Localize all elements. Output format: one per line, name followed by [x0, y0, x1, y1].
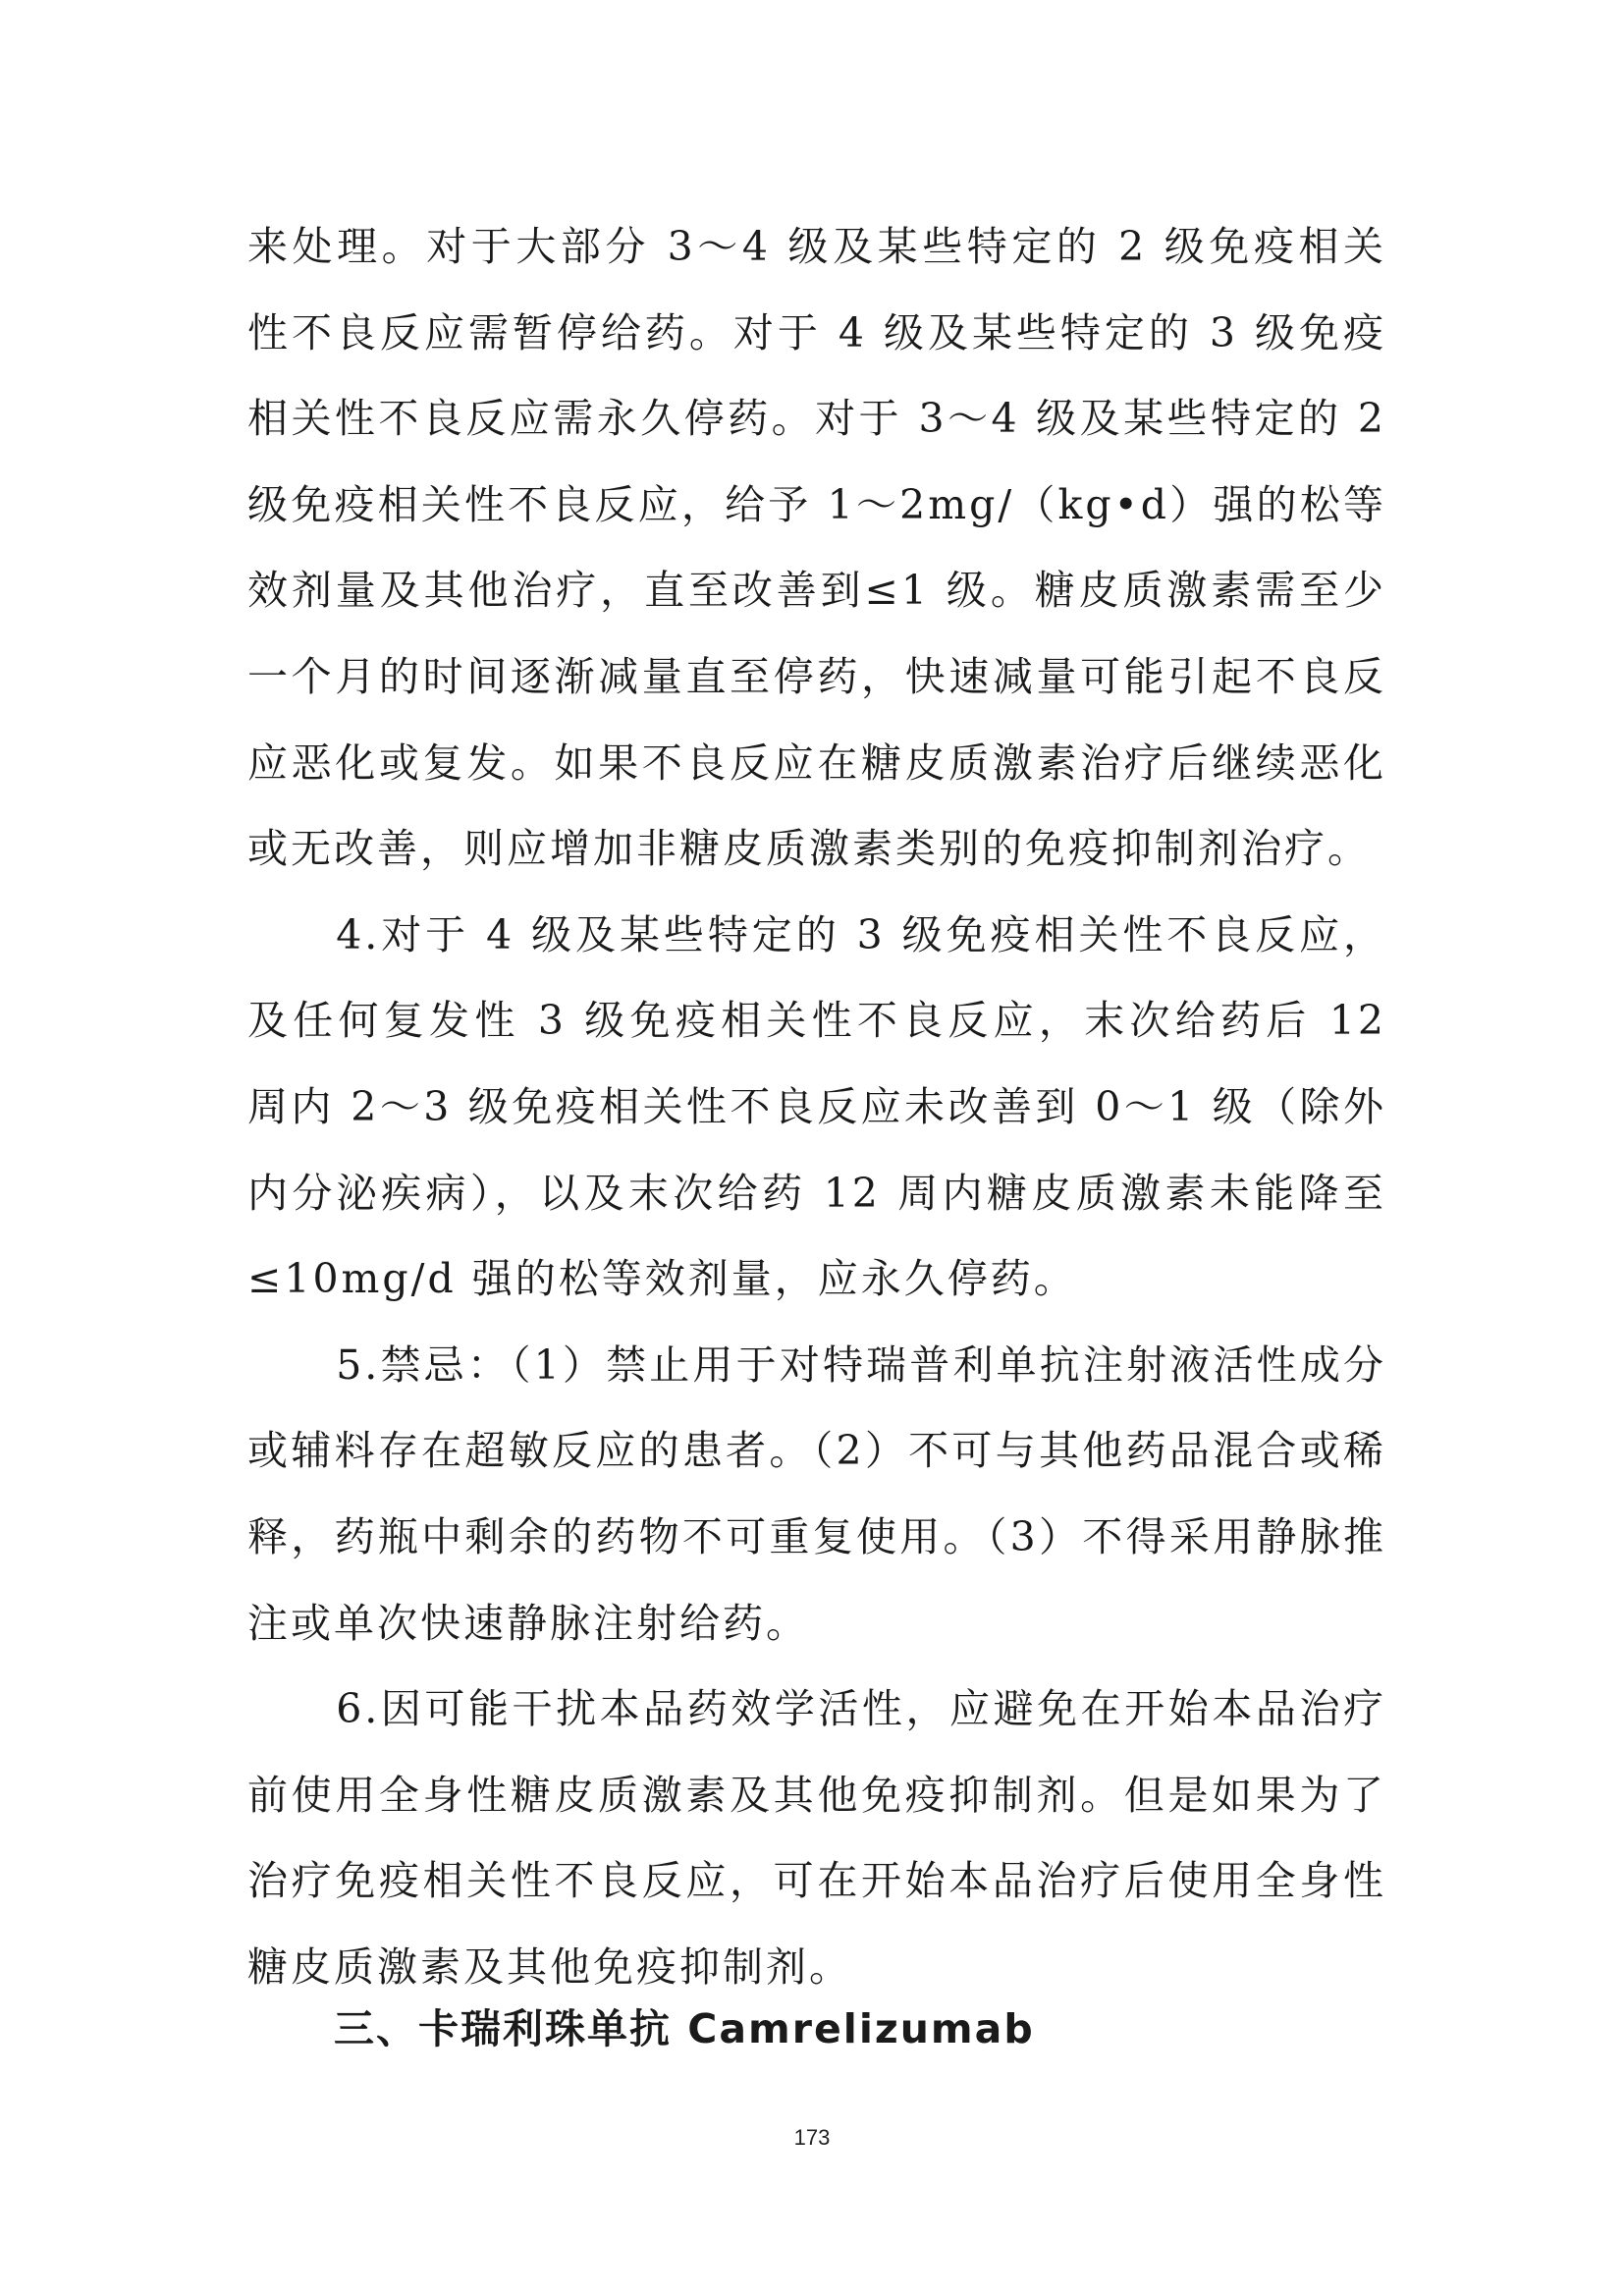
page-number: 173 [793, 2125, 831, 2150]
paragraph-continuation: 来处理。对于大部分 3～4 级及某些特定的 2 级免疫相关性不良反应需暂停给药。对于 4 级及某些特定的 3 级免疫相关性不良反应需永久停药。对于 3～4 级及某些特定的 2 级免疫相关性不良反应，给予 1～2mg/（kg•d）强的松等效剂量及其他治疗，直至改善到≤1 级。糖皮质激素需至少一个月的时间逐渐减量直至停药，快速减量可能引起不良反应恶化或复发。如果不良反应在糖皮质激素治疗后继续恶化或无改善，则应增加非糖皮质激素类别的免疫抑制剂治疗。 [247, 223, 1386, 873]
paragraph-item-6: 6.因可能干扰本品药效学活性，应避免在开始本品治疗前使用全身性糖皮质激素及其他免疫抑制剂。但是如果为了治疗免疫相关性不良反应，可在开始本品治疗后使用全身性糖皮质激素及其他免疫抑制剂。 [247, 1685, 1386, 1991]
body-text [247, 204, 1386, 2010]
section-heading: 三、卡瑞利珠单抗 Camrelizumab [334, 2005, 1035, 2052]
paragraph-item-5-contraindications: 5.禁忌：（1）禁止用于对特瑞普利单抗注射液活性成分或辅料存在超敏反应的患者。（2）不可与其他药品混合或稀释，药瓶中剩余的药物不可重复使用。（3）不得采用静脉推注或单次快速静脉注射给药。 [247, 1340, 1386, 1647]
paragraph-item-4: 4.对于 4 级及某些特定的 3 级免疫相关性不良反应，及任何复发性 3 级免疫相关性不良反应，末次给药后 12 周内 2～3 级免疫相关性不良反应未改善到 0～1 级（除外内分泌疾病），以及末次给药 12 周内糖皮质激素未能降至≤10mg/d 强的松等效剂量，应永久停药。 [247, 910, 1386, 1303]
